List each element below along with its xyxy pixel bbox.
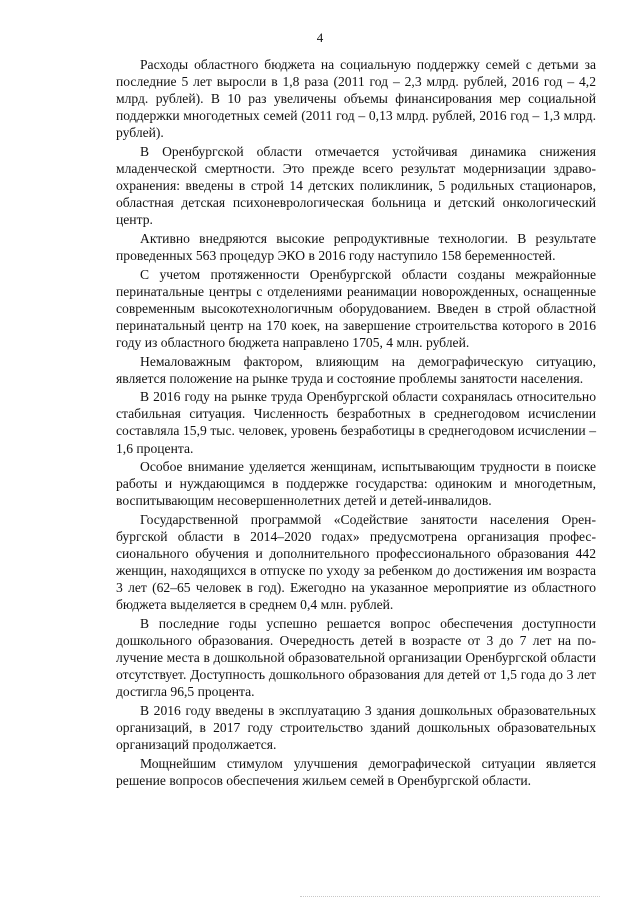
paragraph-social-support-spending: Расходы областного бюджета на социальную поддержку семей с детьми за последние 5 лет выросли в 1,8 раза (2011 год – 2,3 млрд. рублей, 2016 год – 4,2 млрд. рублей). В 10 раз увеличены объемы финансирования мер социальной поддержки многодетных семей (2011 год – 0,13 млрд. рублей, 2016 год – 1,3 млрд. рублей). — [116, 57, 596, 141]
paragraph-unemployment-2016: В 2016 году на рынке труда Оренбургской области сохранялась относительно стабильная ситуация. Численность безработных в среднегодовом исчислении составляла 15,9 тыс. человек, уровень безработицы в среднегодовом исчислении – 1,6 процента. — [116, 389, 596, 456]
paragraph-preschool-buildings: В 2016 году введены в эксплуатацию 3 здания дошкольных образовательных организаций, в 2017 году строительство зданий дошкольных образовательных организаций продолжается. — [116, 702, 596, 753]
paragraph-reproductive-technologies: Активно внедряются высокие репродуктивные технологии. В результате проведенных 563 процедур ЭКО в 2016 году наступило 158 беременностей. — [116, 230, 596, 264]
paragraph-housing-stimulus: Мощнейшим стимулом улучшения демографической ситуации является решение вопросов обеспечения жильем семей в Оренбургской области. — [116, 755, 596, 788]
paragraph-women-support: Особое внимание уделяется женщинам, испытывающим трудности в поиске работы и нуждающимся в поддержке государства: одиноким и многодетным, воспитывающим несовершеннолетних детей и детей-инвалидов. — [116, 459, 596, 509]
body-text — [116, 56, 596, 790]
paragraph-preschool-access: В последние годы успешно решается вопрос обеспечения доступности дошкольного образования. Очередность детей в возрасте от 3 до 7 лет на получение места в дошкольной образовательной организации Оренбургской области отсутствует. Доступность дошкольного образования для детей от 1,5 года до 3 лет достигла 96,5 процента. — [116, 616, 596, 700]
paragraph-infant-mortality: В Оренбургской области отмечается устойчивая динамика снижения младенческой смертности. Это прежде всего результат модернизации здравоохранения: введены в строй 14 детских поликлиник, 5 родильных стационаров, областная детская психоневрологическая больница и детский онкологический центр. — [116, 143, 596, 228]
paragraph-employment-program: Государственной программой «Содействие занятости населения Оренбургской области в 2014–2020 годах» предусмотрена организация профессионального обучения и дополнительного профессионального образования 442 женщин, находящихся в отпуске по уходу за ребенком до достижения им возраста 3 лет (62–65 человек в год). Ежегодно на указанное мероприятие из областного бюджета выделяется в среднем 0,4 млн. рублей. — [116, 511, 596, 613]
scan-artifact-divider — [300, 896, 600, 898]
page-number: 4 — [316, 30, 324, 45]
paragraph-labor-market-factor: Немаловажным фактором, влияющим на демографическую ситуацию, является положение на рынке труда и состояние проблемы занятости населения. — [116, 353, 596, 386]
paragraph-perinatal-centers: С учетом протяженности Оренбургской области созданы межрайонные перинатальные центры с отделениями реанимации новорожденных, оснащенные современным высокотехнологичным оборудованием. Введен в строй областной перинатальный центр на 170 коек, на завершение строительства которого в 2016 году из областного бюджета направлено 1705, 4 млн. рублей. — [116, 266, 596, 350]
